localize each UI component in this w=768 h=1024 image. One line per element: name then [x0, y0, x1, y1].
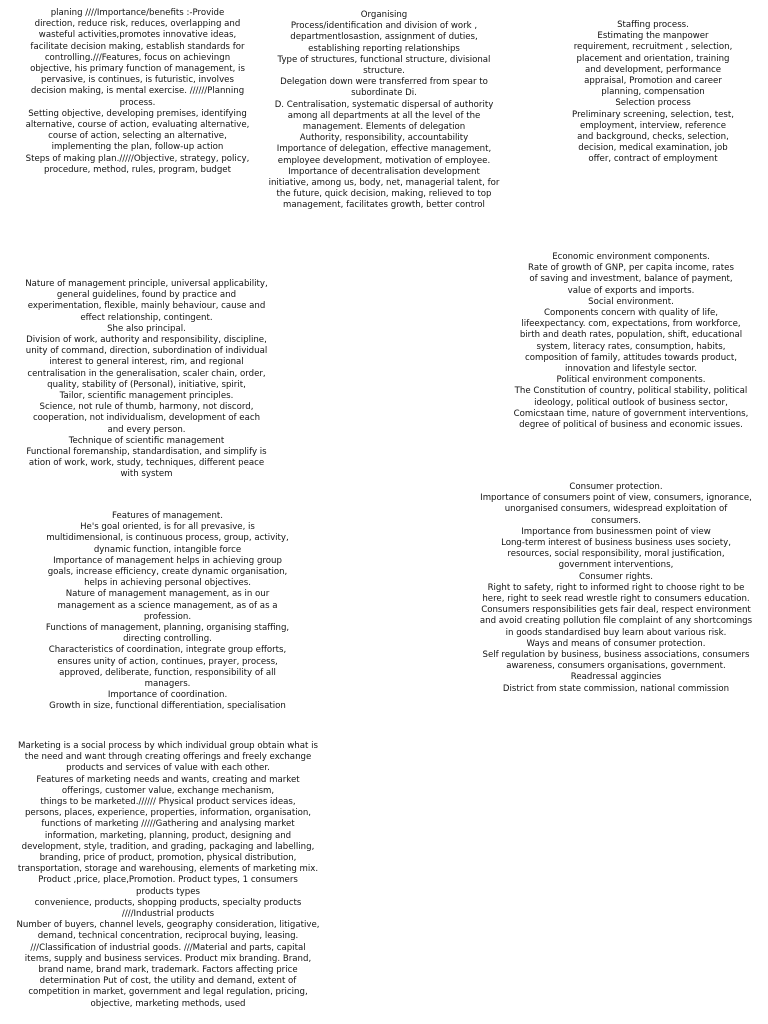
principles-text-line: Technique of scientific management — [68, 435, 225, 446]
features-text-line: multidimensional, is continuous process, group, activity, — [46, 533, 289, 544]
staffing-text-line: offer, contract of employment — [588, 154, 718, 165]
management-features-notes-block — [40, 511, 295, 713]
principles-text-line: quality, stability of (Personal), initiative, spirit, — [47, 379, 246, 390]
consumer-text-line: Readressal aggincies — [570, 672, 662, 683]
organising-text-line: Authority, responsibility, accountability — [299, 133, 469, 144]
features-text-line: profession. — [143, 611, 192, 622]
consumer-text-line: Long-term interest of business business uses society, — [501, 538, 731, 549]
marketing-text-line: branding, price of product, promotion, physical distribution, — [39, 853, 297, 864]
management-principles-notes-block — [18, 279, 275, 481]
planning-text-line: objective, his primary function of management, is — [30, 64, 245, 75]
planning-text-line: facilitate decision making, establish standards for — [30, 41, 245, 52]
features-text-line: Importance of management helps in achieving group — [53, 555, 282, 566]
principles-text-line: effect relationship, contingent. — [80, 312, 213, 323]
organising-text-line: management, facilitates growth, better control — [283, 200, 485, 211]
staffing-text-line: Selection process — [615, 98, 691, 109]
planning-text-line: Setting objective, developing premises, identifying — [28, 108, 247, 119]
environment-text-line: The Constitution of country, political stability, political — [514, 386, 748, 397]
features-text-line: ensures unity of action, continues, prayer, process, — [57, 656, 278, 667]
consumer-text-line: Self regulation by business, business associations, consumers — [482, 650, 750, 661]
marketing-text-line: items, supply and business services. Product mix branding. Brand, — [24, 953, 312, 964]
marketing-text-line: functions of marketing /////Gathering and analysing market — [41, 819, 295, 830]
staffing-text-line: placement and orientation, training — [576, 53, 730, 64]
business-environment-notes-block — [506, 252, 756, 431]
organising-notes-block — [258, 10, 510, 212]
principles-text-line: Tailor, scientific management principles. — [59, 391, 234, 402]
marketing-text-line: products types — [136, 886, 200, 897]
planning-text-line: pervasive, is continues, is futuristic, involves — [41, 75, 234, 86]
features-text-line: He's goal oriented, is for all prevasive, is — [80, 522, 255, 533]
environment-text-line: ideology, political outlook of business sector, — [534, 397, 728, 408]
staffing-text-line: decision, medical examination, job — [578, 143, 728, 154]
environment-text-line: birth and death rates, population, shift, educational — [519, 330, 743, 341]
marketing-text-line: brand name, brand mark, trademark. Factors affecting price — [38, 965, 298, 976]
environment-text-line: Political environment components. — [556, 375, 706, 386]
consumer-text-line: District from state commission, national commission — [502, 683, 730, 694]
marketing-text-line: Product ,price, place,Promotion. Product types, 1 consumers — [38, 875, 298, 886]
consumer-text-line: and avoid creating pollution file complaint of any shortcomings — [479, 616, 753, 627]
principles-text-line: Nature of management principle, universal applicability, — [25, 279, 268, 289]
staffing-text-line: employment, interview, reference — [579, 120, 727, 131]
features-text-line: Functions of management, planning, organising staffing, — [45, 623, 290, 634]
principles-text-line: She also principal. — [107, 323, 186, 334]
features-text-line: goals, increase efficiency, create dynamic organisation, — [47, 567, 288, 578]
organising-text-line: Process/identification and division of work , — [290, 21, 478, 32]
planning-text-line: decision making, is mental exercise. //////Planning — [30, 86, 245, 97]
features-text-line: Characteristics of coordination, integrate group efforts, — [48, 645, 287, 656]
staffing-text-line: Estimating the manpower — [597, 31, 709, 42]
staffing-text-line: requirement, recruitment , selection, — [573, 42, 733, 53]
features-text-line: Growth in size, functional differentiation, specialisation — [49, 701, 286, 712]
features-text-line: management as a science management, as of as a — [57, 600, 278, 611]
marketing-text-line: objective, marketing methods, used — [90, 998, 246, 1009]
planning-text-line: implementing the plan, follow-up action — [51, 142, 224, 153]
consumer-text-line: here, right to seek read wrestle right to consumers education. — [482, 594, 750, 605]
features-text-line: Features of management. — [112, 511, 223, 521]
environment-text-line: lifeexpectancy. com, expectations, from workforce, — [521, 319, 741, 330]
organising-text-line: initiative, among us, body, net, managerial talent, for — [268, 178, 500, 189]
organising-text-line: subordinate Di. — [351, 88, 417, 99]
organising-text-line: establishing reporting relationships — [308, 43, 460, 54]
principles-text-line: experimentation, flexible, mainly behaviour, cause and — [27, 301, 266, 312]
planning-text-line: alternative, course of action, evaluating alternative, — [25, 120, 250, 131]
planning-text-line: procedure, method, rules, program, budget — [44, 164, 231, 175]
environment-text-line: degree of political of business and economic issues. — [519, 420, 743, 431]
marketing-text-line: determination Put of cost, the utility and demand, extent of — [39, 976, 297, 987]
planning-text-line: controlling.///Features, focus on achievingn — [44, 52, 231, 63]
staffing-notes-block — [548, 20, 758, 166]
principles-text-line: centralisation in the generalisation, scaler chain, order, — [27, 368, 266, 379]
consumer-text-line: government interventions, — [558, 560, 674, 571]
environment-text-line: value of exports and imports. — [567, 285, 695, 296]
organising-text-line: Importance of decentralisation development — [288, 166, 480, 177]
features-text-line: approved, deliberate, function, responsibility of all — [59, 667, 276, 678]
marketing-text-line: transportation, storage and warehousing, elements of marketing mix. — [17, 864, 319, 875]
planning-notes-block — [10, 8, 265, 176]
consumer-text-line: unorganised consumers, widespread exploitation of — [504, 504, 728, 515]
consumer-text-line: awareness, consumers organisations, government. — [506, 661, 726, 672]
consumer-text-line: Right to safety, right to informed right to choose right to be — [487, 582, 745, 593]
organising-text-line: Organising — [360, 10, 408, 20]
features-text-line: managers. — [144, 679, 191, 690]
environment-text-line: composition of family, attitudes towards product, — [524, 352, 738, 363]
planning-text-line: Steps of making plan./////Objective, strategy, policy, — [25, 153, 250, 164]
planning-text-line: wasteful activities,promotes innovative ideas, — [38, 30, 237, 41]
features-text-line: Importance of coordination. — [107, 690, 228, 701]
marketing-notes-block — [8, 741, 328, 1010]
principles-text-line: cooperation, not individualism, development of each — [32, 413, 261, 424]
consumer-text-line: Consumer protection. — [569, 482, 663, 492]
environment-text-line: of saving and investment, balance of payment, — [529, 274, 733, 285]
features-text-line: helps in achieving personal objectives. — [84, 578, 251, 589]
organising-text-line: D. Centralisation, systematic dispersal of authority — [274, 99, 494, 110]
environment-text-line: Components concern with quality of life, — [543, 308, 719, 319]
staffing-text-line: Staffing process. — [617, 20, 689, 30]
consumer-text-line: consumers. — [591, 515, 641, 526]
organising-text-line: departmentlosastion, assignment of duties, — [290, 32, 478, 43]
marketing-text-line: offerings, customer value, exchange mechanism, — [61, 785, 275, 796]
organising-text-line: Delegation down were transferred from spear to — [280, 77, 488, 88]
marketing-text-line: ////Industrial products — [121, 909, 215, 920]
features-text-line: dynamic function, intangible force — [93, 544, 242, 555]
marketing-text-line: persons, places, experience, properties, information, organisation, — [24, 808, 312, 819]
organising-text-line: Type of structures, functional structure, divisional — [277, 54, 491, 65]
environment-text-line: innovation and lifestyle sector. — [564, 364, 697, 375]
consumer-text-line: Consumer rights. — [579, 571, 653, 582]
environment-text-line: Economic environment components. — [552, 252, 710, 262]
staffing-text-line: planning, compensation — [601, 87, 705, 98]
marketing-text-line: things to be marketed.////// Physical product services ideas, — [40, 797, 296, 808]
marketing-text-line: competition in market, government and legal regulation, pricing, — [28, 987, 308, 998]
consumer-text-line: resources, social responsibility, moral justification, — [507, 549, 725, 560]
marketing-text-line: Number of buyers, channel levels, geography consideration, litigative, — [16, 920, 320, 931]
principles-text-line: Functional foremanship, standardisation, and simplify is — [26, 447, 267, 458]
marketing-text-line: products and services of value with each other. — [66, 763, 270, 774]
features-text-line: Nature of management management, as in our — [65, 589, 270, 600]
principles-text-line: with system — [120, 469, 173, 480]
staffing-text-line: Preliminary screening, selection, test, — [572, 109, 734, 120]
principles-text-line: Science, not rule of thumb, harmony, not discord, — [39, 402, 254, 413]
organising-text-line: the future, quick decision, making, relieved to top — [276, 189, 492, 200]
environment-text-line: Social environment. — [588, 296, 674, 307]
marketing-text-line: information, marketing, planning, product, designing and — [44, 830, 292, 841]
principles-text-line: ation of work, work, study, techniques, different peace — [28, 458, 265, 469]
organising-text-line: structure. — [363, 66, 405, 77]
planning-text-line: planing ////Importance/benefits :-Provide — [50, 8, 225, 18]
marketing-text-line: the need and want through creating offerings and freely exchange — [24, 752, 312, 763]
organising-text-line: Importance of delegation, effective management, — [276, 144, 492, 155]
consumer-text-line: Consumers responsibilities gets fair deal, respect environment — [481, 605, 751, 616]
principles-text-line: Division of work, authority and responsibility, discipline, — [26, 335, 267, 346]
principles-text-line: general guidelines, found by practice and — [56, 290, 237, 301]
consumer-text-line: Ways and means of consumer protection. — [526, 638, 706, 649]
principles-text-line: interest to general interest, rim, and regional — [49, 357, 244, 368]
features-text-line: directing controlling. — [123, 634, 212, 645]
marketing-text-line: convenience, products, shopping products, specialty products — [34, 897, 302, 908]
consumer-text-line: Importance of consumers point of view, consumers, ignorance, — [480, 493, 752, 504]
organising-text-line: employee development, motivation of employee. — [277, 155, 491, 166]
consumer-text-line: in goods standardised buy learn about various risk. — [505, 627, 727, 638]
environment-text-line: Comicstaan time, nature of government interventions, — [513, 408, 749, 419]
principles-text-line: unity of command, direction, subordination of individual — [25, 346, 268, 357]
planning-text-line: process. — [119, 97, 156, 108]
staffing-text-line: and background, checks, selection, — [577, 132, 729, 143]
organising-text-line: management. Elements of delegation — [302, 122, 466, 133]
consumer-protection-notes-block — [472, 482, 760, 695]
marketing-text-line: Marketing is a social process by which individual group obtain what is — [18, 741, 318, 751]
planning-text-line: direction, reduce risk, reduces, overlapping and — [34, 19, 241, 30]
environment-text-line: system, literacy rates, consumption, habits, — [536, 341, 726, 352]
marketing-text-line: Features of marketing needs and wants, creating and market — [36, 774, 300, 785]
organising-text-line: among all departments at all the level of the — [287, 110, 481, 121]
environment-text-line: Rate of growth of GNP, per capita income, rates — [528, 263, 734, 274]
marketing-text-line: ///Classification of industrial goods. ///Material and parts, capital — [30, 942, 306, 953]
staffing-text-line: appraisal, Promotion and career — [584, 76, 722, 87]
marketing-text-line: demand, technical concentration, reciprocal buying, leasing. — [37, 931, 299, 942]
planning-text-line: course of action, selecting an alternative, — [48, 131, 227, 142]
staffing-text-line: and development, performance — [584, 64, 722, 75]
consumer-text-line: Importance from businessmen point of view — [521, 526, 711, 537]
marketing-text-line: development, style, tradition, and grading, packaging and labelling, — [21, 841, 315, 852]
principles-text-line: and every person. — [107, 424, 186, 435]
